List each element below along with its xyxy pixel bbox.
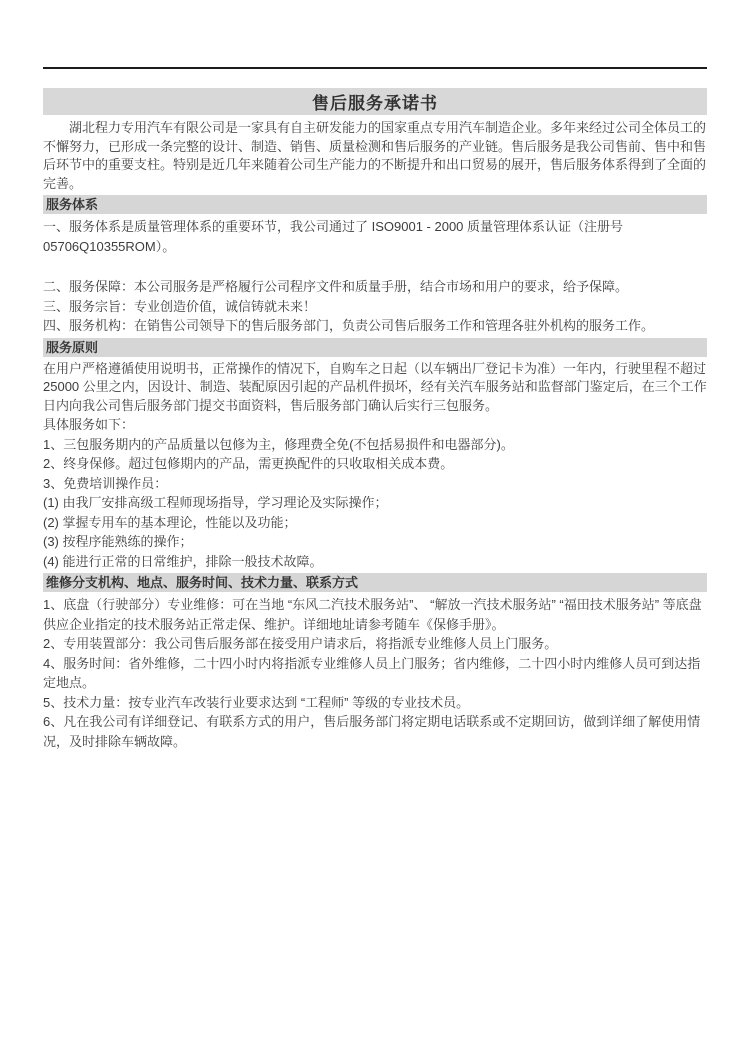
list-item: (1) 由我厂安排高级工程师现场指导，学习理论及实际操作； [43, 495, 388, 510]
list-item: 4、服务时间：省外维修，二十四小时内将指派专业维修人员上门服务；省内维修，二十四小时内维修人员可到达指定地点。 [43, 655, 701, 690]
list-item: (3) 按程序能熟练的操作； [43, 534, 193, 549]
list-item: 2、终身保修。超过包修期内的产品，需更换配件的只收取相关成本费。 [43, 456, 454, 471]
section-heading-service-system: 服务体系 [43, 195, 707, 214]
page-title: 售后服务承诺书 [312, 94, 438, 113]
list-item: 一、服务体系是质量管理体系的重要环节，我公司通过了 ISO9001 - 2000 质量管理体系认证（注册号 05706Q10355ROM）。 [43, 219, 624, 254]
document-page [43, 0, 707, 751]
list-item: 三、服务宗旨：专业创造价值，诚信铸就未来！ [43, 298, 317, 314]
top-divider [43, 67, 707, 69]
intro-paragraph: 湖北程力专用汽车有限公司是一家具有自主研发能力的国家重点专用汽车制造企业。多年来经过公司全体员工的不懈努力，已形成一条完整的设计、制造、销售、质量检测和售后服务的产业链。售后服务是我公司售前、售中和售后环节中的重要支柱。特别是近几年来随着公司生产能力的不断提升和出口贸易的展开，售后服务体系得到了全面的完善。 [43, 120, 707, 191]
subheading: 具体服务如下： [43, 417, 135, 432]
section-heading-repair-branches: 维修分支机构、地点、服务时间、技术力量、联系方式 [43, 573, 707, 592]
document-title-bar [43, 88, 707, 115]
list-item: 5、技术力量：按专业汽车改装行业要求达到 “工程师” 等级的专业技术员。 [43, 694, 470, 710]
list-item: 6、凡在我公司有详细登记、有联系方式的用户，售后服务部门将定期电话联系或不定期回访，做到详细了解使用情况，及时排除车辆故障。 [43, 714, 701, 749]
list-item: (4) 能进行正常的日常维护，排除一般技术故障。 [43, 553, 323, 569]
list-item: 二、服务保障：本公司服务是严格履行公司程序文件和质量手册，结合市场和用户的要求，给予保障。 [43, 279, 629, 294]
section-heading-service-principles: 服务原则 [43, 338, 707, 357]
list-item: 1、三包服务期内的产品质量以包修为主，修理费全免(不包括易损件和电器部分)。 [43, 436, 514, 452]
list-item: 四、服务机构：在销售公司领导下的售后服务部门，负责公司售后服务工作和管理各驻外机构的服务工作。 [43, 318, 655, 333]
section-lead-paragraph: 在用户严格遵循使用说明书，正常操作的情况下，自购车之日起（以车辆出厂登记卡为准）一年内，行驶里程不超过 25000 公里之内，因设计、制造、装配原因引起的产品机件损坏，经有关汽车服务站和监督部门鉴定后，在三个工作日内向我公司售后服务部门提交书面资料，售后服务部门确认后实行三包服务。 [43, 360, 707, 413]
list-item: 3、免费培训操作员： [43, 475, 168, 491]
list-item: (2) 掌握专用车的基本理论，性能以及功能； [43, 514, 297, 530]
list-item: 1、底盘（行驶部分）专业维修：可在当地 “东风二汽技术服务站”、 “解放一汽技术服务站” “福田技术服务站” 等底盘供应企业指定的技术服务站正常走保、维护。详细地址请参考随车《保修手册》。 [43, 597, 702, 632]
list-item: 2、专用装置部分：我公司售后服务部在接受用户请求后，将指派专业维修人员上门服务。 [43, 636, 558, 651]
blank-line [43, 256, 707, 277]
